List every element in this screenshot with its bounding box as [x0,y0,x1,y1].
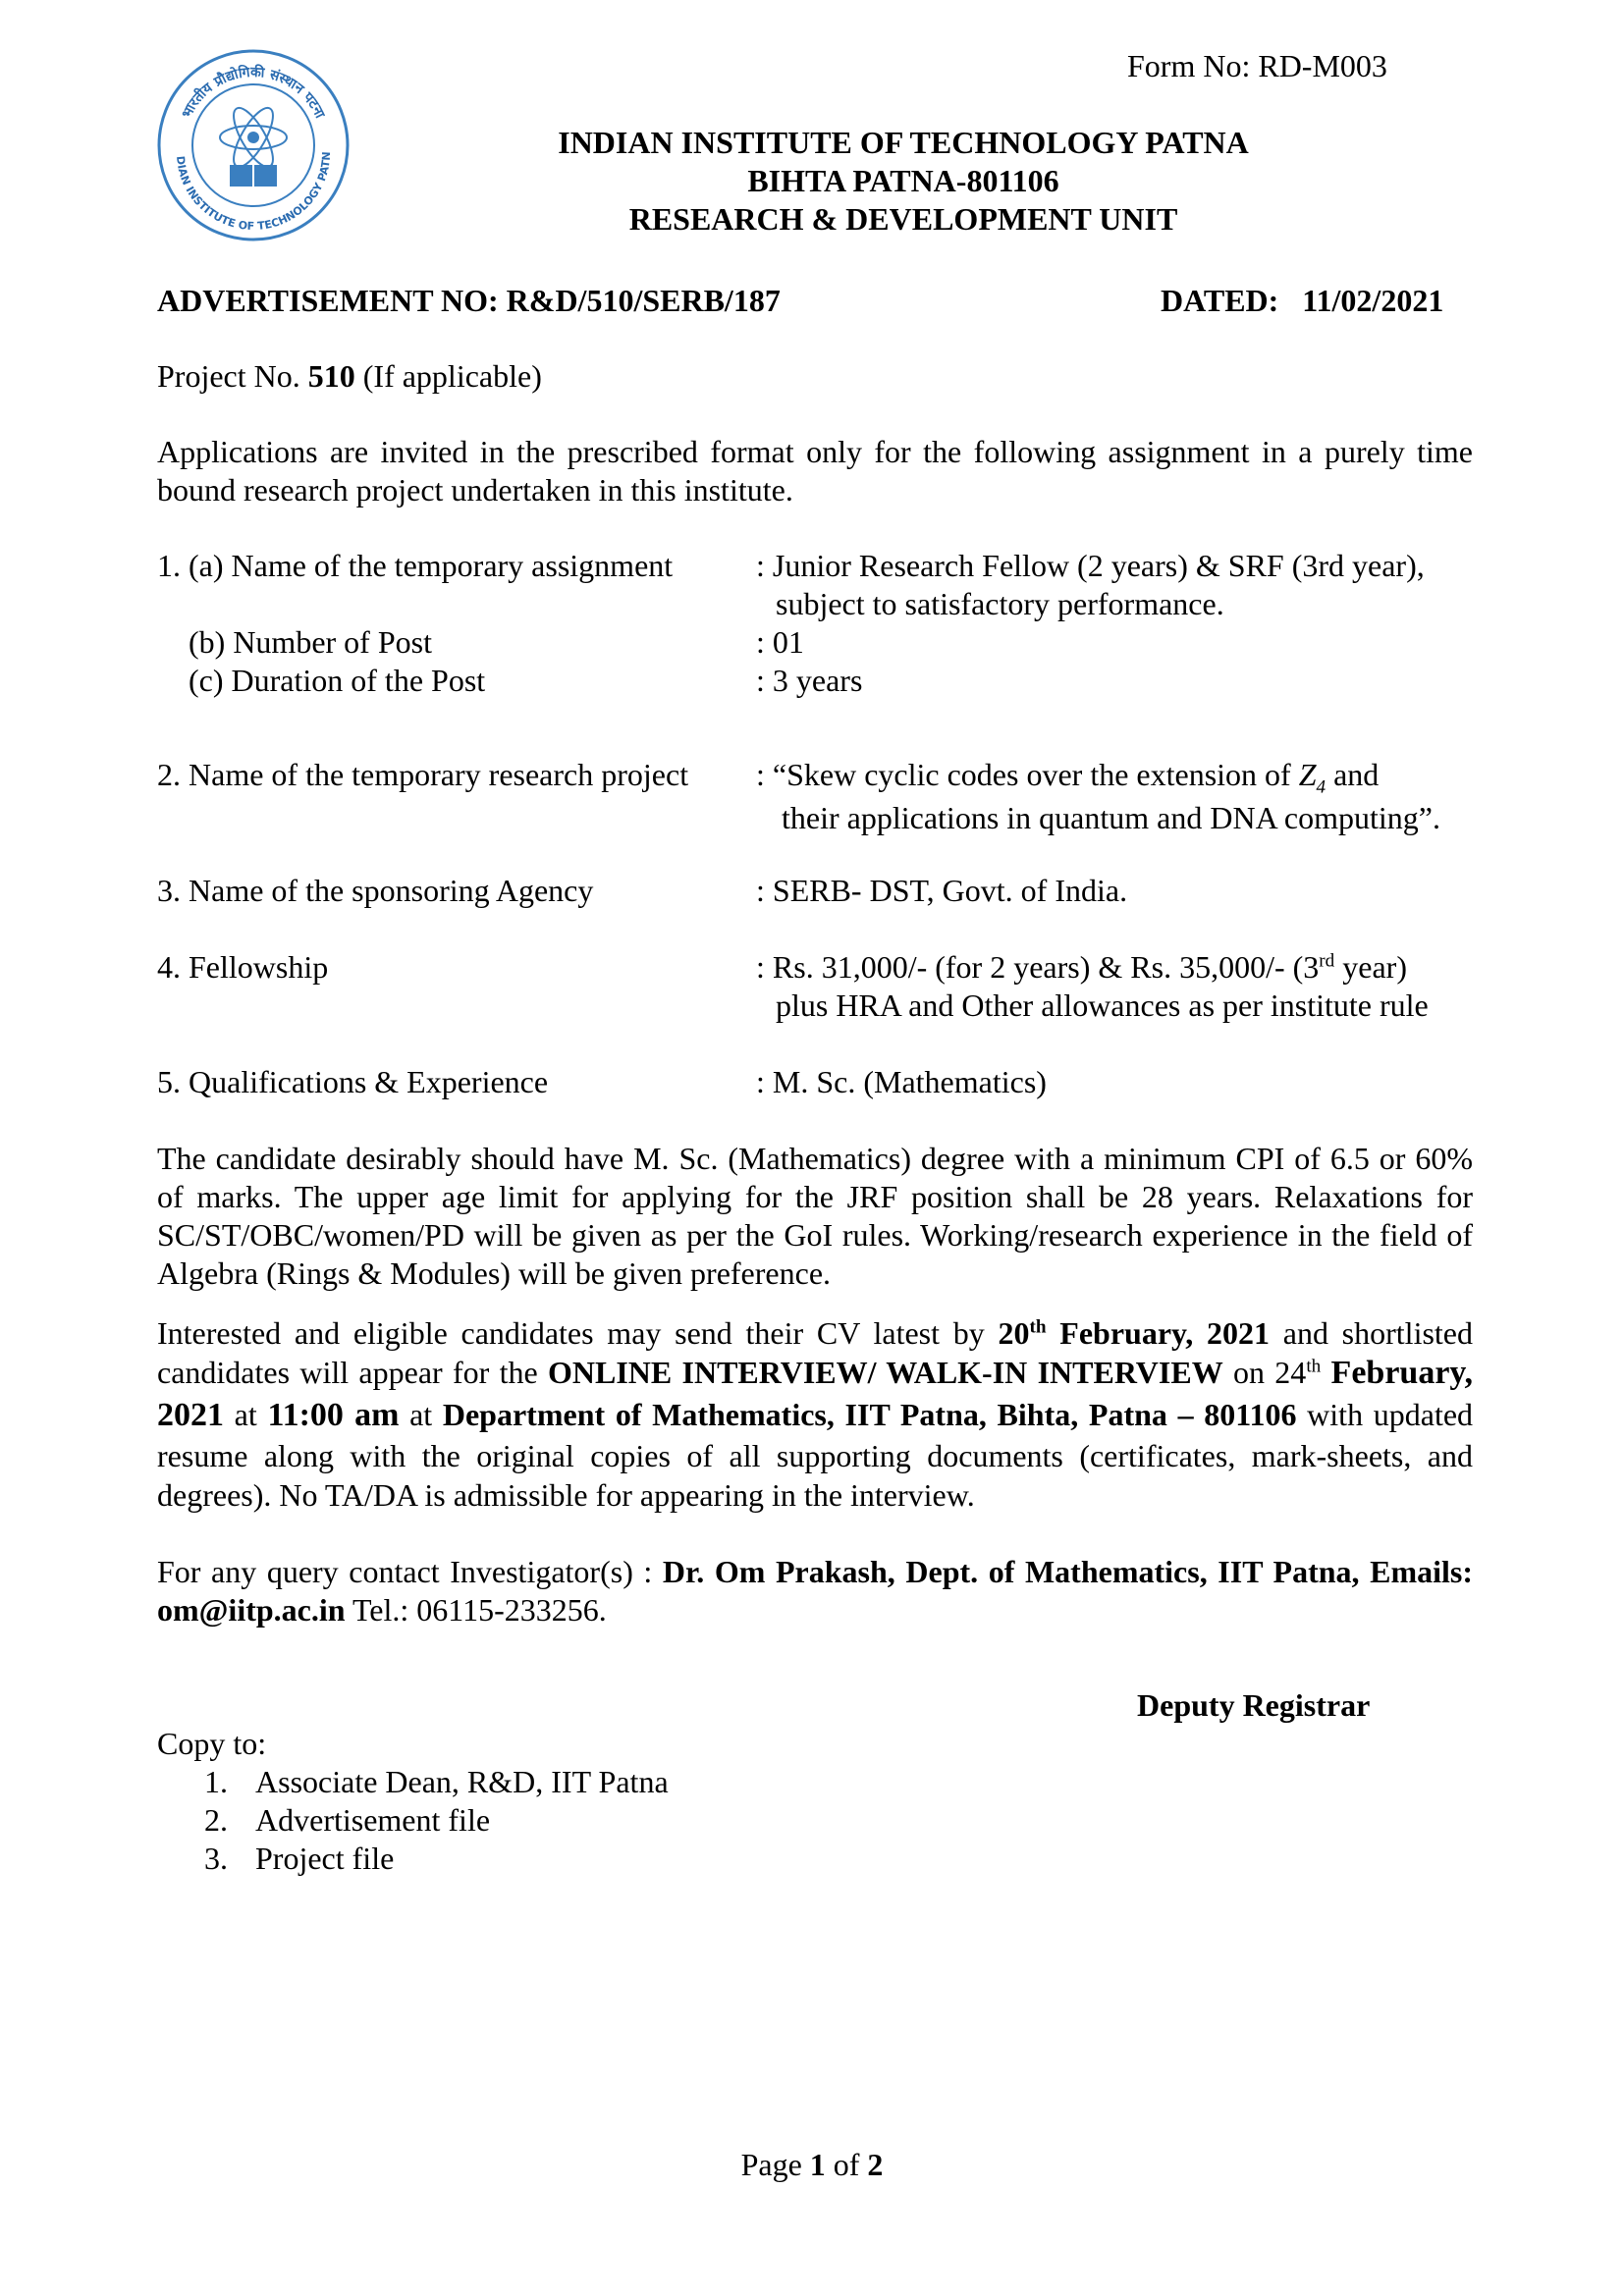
project-title-z: Z [1298,757,1317,792]
project-title-part2: and [1326,757,1380,792]
dated-value: 11/02/2021 [1302,283,1444,318]
assignment-value-line2: subject to satisfactory performance. [776,586,1224,622]
posts-value: : 01 [756,624,804,660]
interview-text-1: Interested and eligible candidates may send their CV latest by [157,1315,999,1351]
list-item-number: 3. [204,1841,228,1877]
fellowship-ordinal: rd [1319,950,1335,972]
institute-name: INDIAN INSTITUTE OF TECHNOLOGY PATNA [558,125,1249,160]
assignment-value-line1: : Junior Research Fellow (2 years) & SRF (3rd year), [756,548,1425,583]
advertisement-number: ADVERTISEMENT NO: R&D/510/SERB/187 [157,283,781,318]
fellowship-value-line2: plus HRA and Other allowances as per institute rule [776,988,1429,1024]
project-suffix: (If applicable) [362,358,542,394]
interview-text-2: and shortlisted candidates will appear for the [157,1315,1474,1390]
iit-patna-seal-icon [155,47,352,243]
interview-time: 11:00 am [267,1396,400,1433]
list-item-number: 1. [204,1764,228,1799]
fellowship-year: year) [1334,949,1407,985]
interview-date-month: February, 2021 [157,1355,1474,1433]
cv-deadline [999,1315,1271,1351]
research-project-label: 2. Name of the temporary research project [157,757,689,792]
agency-label: 3. Name of the sponsoring Agency [157,873,594,908]
unit-name: RESEARCH & DEVELOPMENT UNIT [628,201,1178,238]
fellowship-label: 4. Fellowship [157,949,329,985]
interview-venue: Department of Mathematics, IIT Patna, Bihta, Patna – 801106 [442,1396,1297,1432]
copy-to-label: Copy to: [157,1726,267,1761]
page-total: 2 [867,2147,884,2182]
research-project-value [756,756,1502,837]
project-number: 510 [307,358,355,394]
fellowship-amount: : Rs. 31,000/- (for 2 years) & Rs. 35,000/- (3 [756,949,1320,985]
intro-paragraph: Applications are invited in the prescribed format only for the following assignment in a purely time bound research project undertaken in this institute. [157,434,1473,508]
list-item-text: Associate Dean, R&D, IIT Patna [255,1764,669,1799]
copy-to-list [204,1763,669,1878]
list-item-text: Project file [255,1841,395,1877]
cv-deadline-ordinal: th [1029,1316,1047,1338]
form-number: Form No: RD-M003 [1127,48,1387,83]
project-number-line [157,357,542,395]
contact-phone: Tel.: 06115-233256. [345,1592,607,1629]
cv-deadline-day: 20 [998,1315,1030,1351]
duration-value: : 3 years [756,663,863,698]
interview-text-4: at [224,1396,268,1432]
seal-text-bottom: DIAN INSTITUTE OF TECHNOLOGY PATN [173,151,334,234]
qualification-label: 5. Qualifications & Experience [157,1064,549,1099]
page-word: Page [740,2147,802,2182]
interview-date-ordinal: th [1306,1356,1322,1377]
interview-date-day: on 24 [1222,1355,1307,1390]
eligibility-paragraph: The candidate desirably should have M. Sc. (Mathematics) degree with a minimum CPI of 6.5 or 60% of marks. The upper age limit for applying for the JRF position shall be 28 years. Relaxations for SC/ST/OBC/women/PD will be given as per the GoI rules. Working/research experience in the field of Algebra (Rings & Modules) will be given preference. [157,1141,1473,1292]
project-title-subscript: 4 [1316,776,1326,798]
research-project-value-line1 [756,756,1502,799]
project-prefix: Project No. [157,358,300,394]
duration-label: (c) Duration of the Post [189,663,486,698]
fellowship-value-line1 [756,948,1502,987]
contact-paragraph [157,1553,1473,1629]
investigator-contact: Dr. Om Prakash, Dept. of Mathematics, IIT Patna, Emails: om@iitp.ac.in [157,1554,1474,1629]
page-footer [0,2146,1624,2183]
list-item-number: 2. [204,1802,228,1839]
interview-mode: ONLINE INTERVIEW/ WALK-IN INTERVIEW [547,1355,1223,1390]
agency-value: : SERB- DST, Govt. of India. [756,873,1128,908]
project-title-part1: : “Skew cyclic codes over the extension of [756,757,1299,792]
qualification-value: : M. Sc. (Mathematics) [756,1064,1047,1099]
contact-intro: For any query contact Investigator(s) : [157,1554,663,1589]
cv-deadline-month: February, 2021 [1046,1315,1271,1351]
assignment-value [756,547,1502,623]
fellowship-value [756,948,1502,1025]
interview-text-6: with updated resume along with the original copies of all supporting documents (certificates, mark-sheets, and degrees). No TA/DA is admissible for appearing in the interview. [157,1396,1474,1513]
research-project-value-line2: their applications in quantum and DNA computing”. [782,799,1440,835]
document-header [412,124,1394,239]
dated-label: DATED: [1161,283,1279,318]
assignment-label: 1. (a) Name of the temporary assignment [157,548,674,583]
of-word: of [833,2147,860,2182]
list-item [204,1840,669,1878]
list-item [204,1763,669,1801]
list-item-text: Advertisement file [255,1802,491,1839]
seal-text-top: भारतीय प्रौद्योगिकी संस्थान पटना [179,64,328,122]
interview-paragraph [157,1313,1473,1515]
posts-label: (b) Number of Post [189,624,432,660]
list-item [204,1801,669,1840]
signatory: Deputy Registrar [1137,1687,1371,1723]
advertisement-date [1161,282,1443,319]
interview-text-5: at [399,1396,443,1432]
institute-address: BIHTA PATNA-801106 [747,163,1059,199]
page-current: 1 [809,2147,826,2182]
